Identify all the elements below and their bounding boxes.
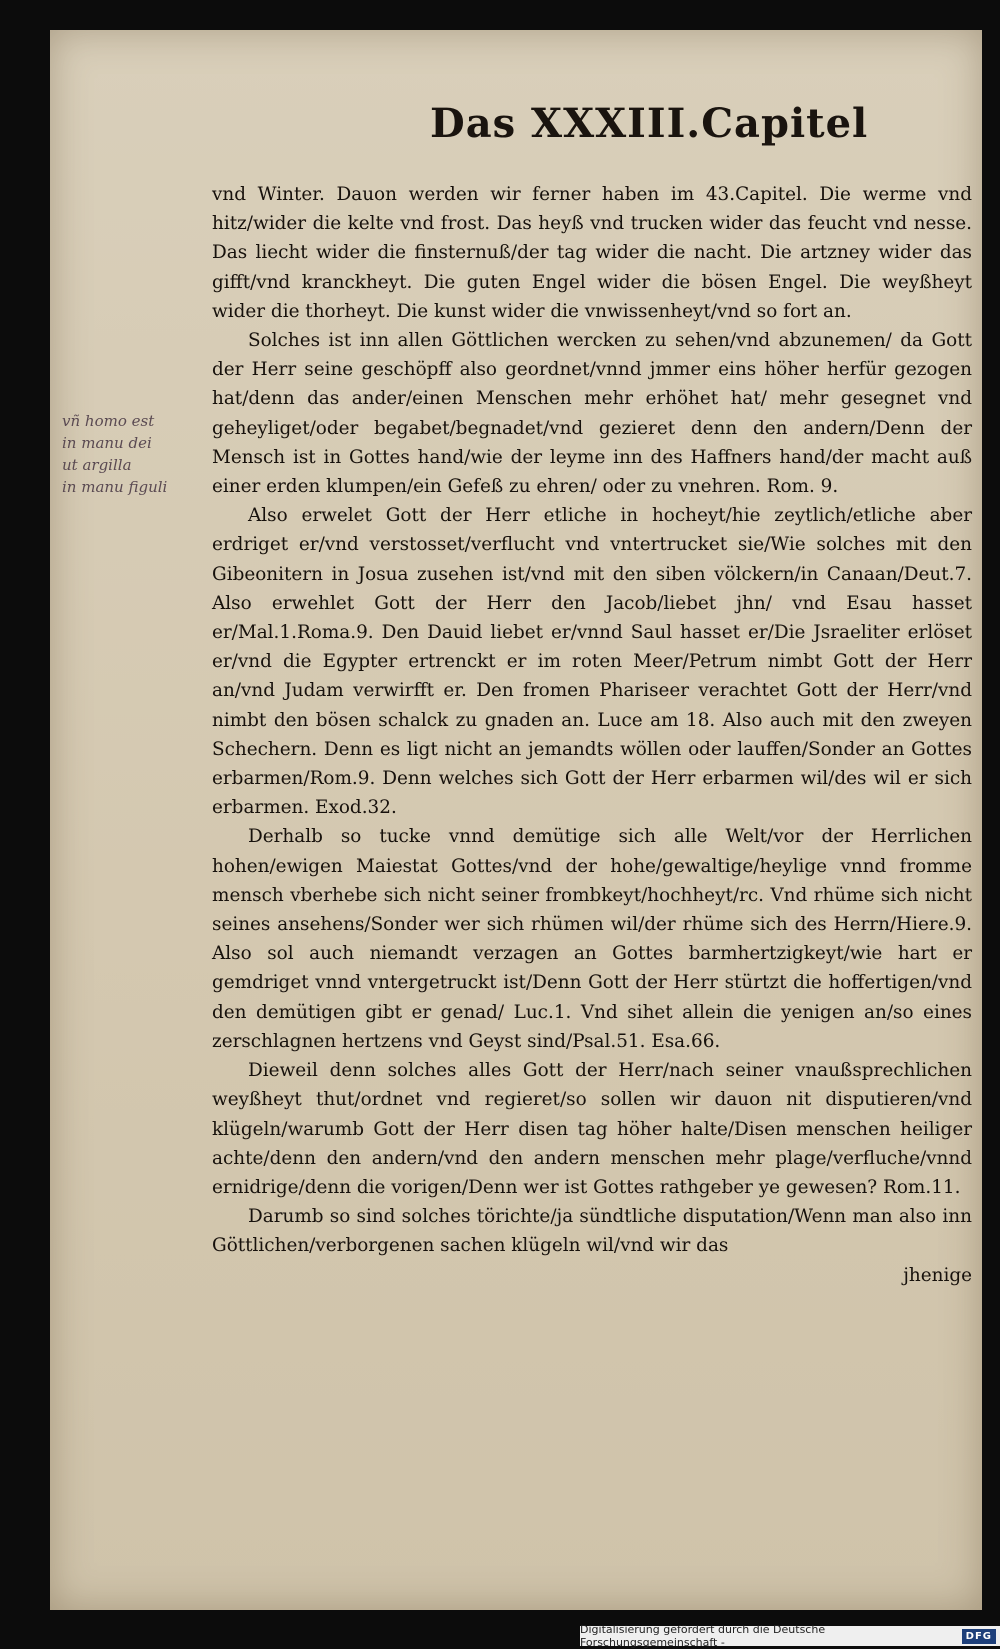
paragraph: Also erwelet Gott der Herr etliche in hocheyt/hie zeytlich/etliche aber erdriget er/vnd verstosset/verflucht vnd vntertrucket sie/Wie solches mit den Gibeonitern in Josua zusehen ist/vnd mit den siben völckern/in Canaan/Deut.7. Also erwehlet Gott der Herr den Jacob/liebet jhn/ vnd Esau hasset er/Mal.1.Roma.9. Den Dauid liebet er/vnnd Saul hasset er/Die Jsraeliter erlöset er/vnd die Egypter ertrenckt er im roten Meer/Petrum nimbt Gott der Herr an/vnd Judam verwirfft er. Den fromen Phariseer verachtet Gott der Herr/vnd nimbt den bösen schalck zu gnaden an. Luce am 18. Also auch mit den zweyen Schechern. Denn es ligt nicht an jemandts wöllen oder lauffen/Sonder an Gottes erbarmen/Rom.9. Denn welches sich Gott der Herr erbarmen wil/des wil er sich erbarmen. Exod.32. (212, 505, 972, 819)
paragraph: vnd Winter. Dauon werden wir ferner haben im 43.Capitel. Die werme vnd hitz/wider die kelte vnd frost. Das heyß vnd trucken wider das feucht vnd nesse. Das liecht wider die finsternuß/der tag wider die nacht. Die artzney wider das gifft/vnd kranckheyt. Die guten Engel wider die bösen Engel. Die weyßheyt wider die thorheyt. Die kunst wider die vnwissenheyt/vnd so fort an. (212, 184, 972, 322)
chapter-header: Das XXXIII.Capitel (430, 100, 869, 147)
dfg-logo-icon: DFG (962, 1629, 996, 1644)
paragraph: Darumb so sind solches törichte/ja sündtliche disputation/Wenn man also inn Göttlichen/verborgenen sachen klügeln wil/vnd wir das (212, 1206, 972, 1257)
footer-credit: Digitalisierung gefördert durch die Deutsche Forschungsgemeinschaft - (580, 1623, 826, 1649)
digitization-footer (580, 1623, 1000, 1649)
paragraph: Derhalb so tucke vnnd demütige sich alle Welt/vor der Herrlichen hohen/ewigen Maiestat Gottes/vnd der hohe/gewaltige/heylige vnnd fromme mensch vberhebe sich nicht seiner frombkeyt/hochheyt/rc. Vnd rhüme sich nicht seines ansehens/Sonder wer sich rhümen wil/der rhüme sich des Herrn/Hiere.9. Also sol auch niemandt verzagen an Gottes barmhertzigkeyt/wie hart er gemdriget vnnd vntergetruckt ist/Denn Gott der Herr stürtzt die hoffertigen/vnd den demütigen gibt er genad/ Luc.1. Vnd sihet allein die yenigen an/so eines zerschlagnen hertzens vnd Geyst sind/Psal.51. Esa.66. (212, 826, 972, 1052)
margin-note-line: ut argilla (62, 456, 132, 474)
body-text (212, 180, 972, 1290)
book-page (50, 30, 982, 1610)
margin-note-line: vñ homo est (62, 412, 155, 430)
margin-note-line: in manu dei (62, 434, 152, 452)
handwritten-margin-note (62, 410, 212, 498)
margin-note-line: in manu figuli (62, 478, 168, 496)
catchword: jhenige (903, 1264, 972, 1286)
paragraph: Solches ist inn allen Göttlichen wercken zu sehen/vnd abzunemen/ da Gott der Herr seine geschöpff also geordnet/vnnd jmmer eins höher herfür gezogen hat/denn das ander/einen Menschen mehr erhöhet hat/ mehr gesegnet vnd geheyliget/oder begabet/begnadet/vnd gezieret denn den andern/Denn der Mensch ist in Gottes hand/wie der leyme inn des Haffners hand/der macht auß einer erden klumpen/ein Gefeß zu ehren/ oder zu vnehren. Rom. 9. (212, 330, 972, 498)
paragraph: Dieweil denn solches alles Gott der Herr/nach seiner vnaußsprechlichen weyßheyt thut/ordnet vnd regieret/so sollen wir dauon nit disputieren/vnd klügeln/warumb Gott der Herr disen tag höher halte/Disen menschen heiliger achte/denn den andern/vnd den andern menschen mehr plage/verfluche/vnnd ernidrige/denn die vorigen/Denn wer ist Gottes rathgeber ye gewesen? Rom.11. (212, 1060, 972, 1198)
